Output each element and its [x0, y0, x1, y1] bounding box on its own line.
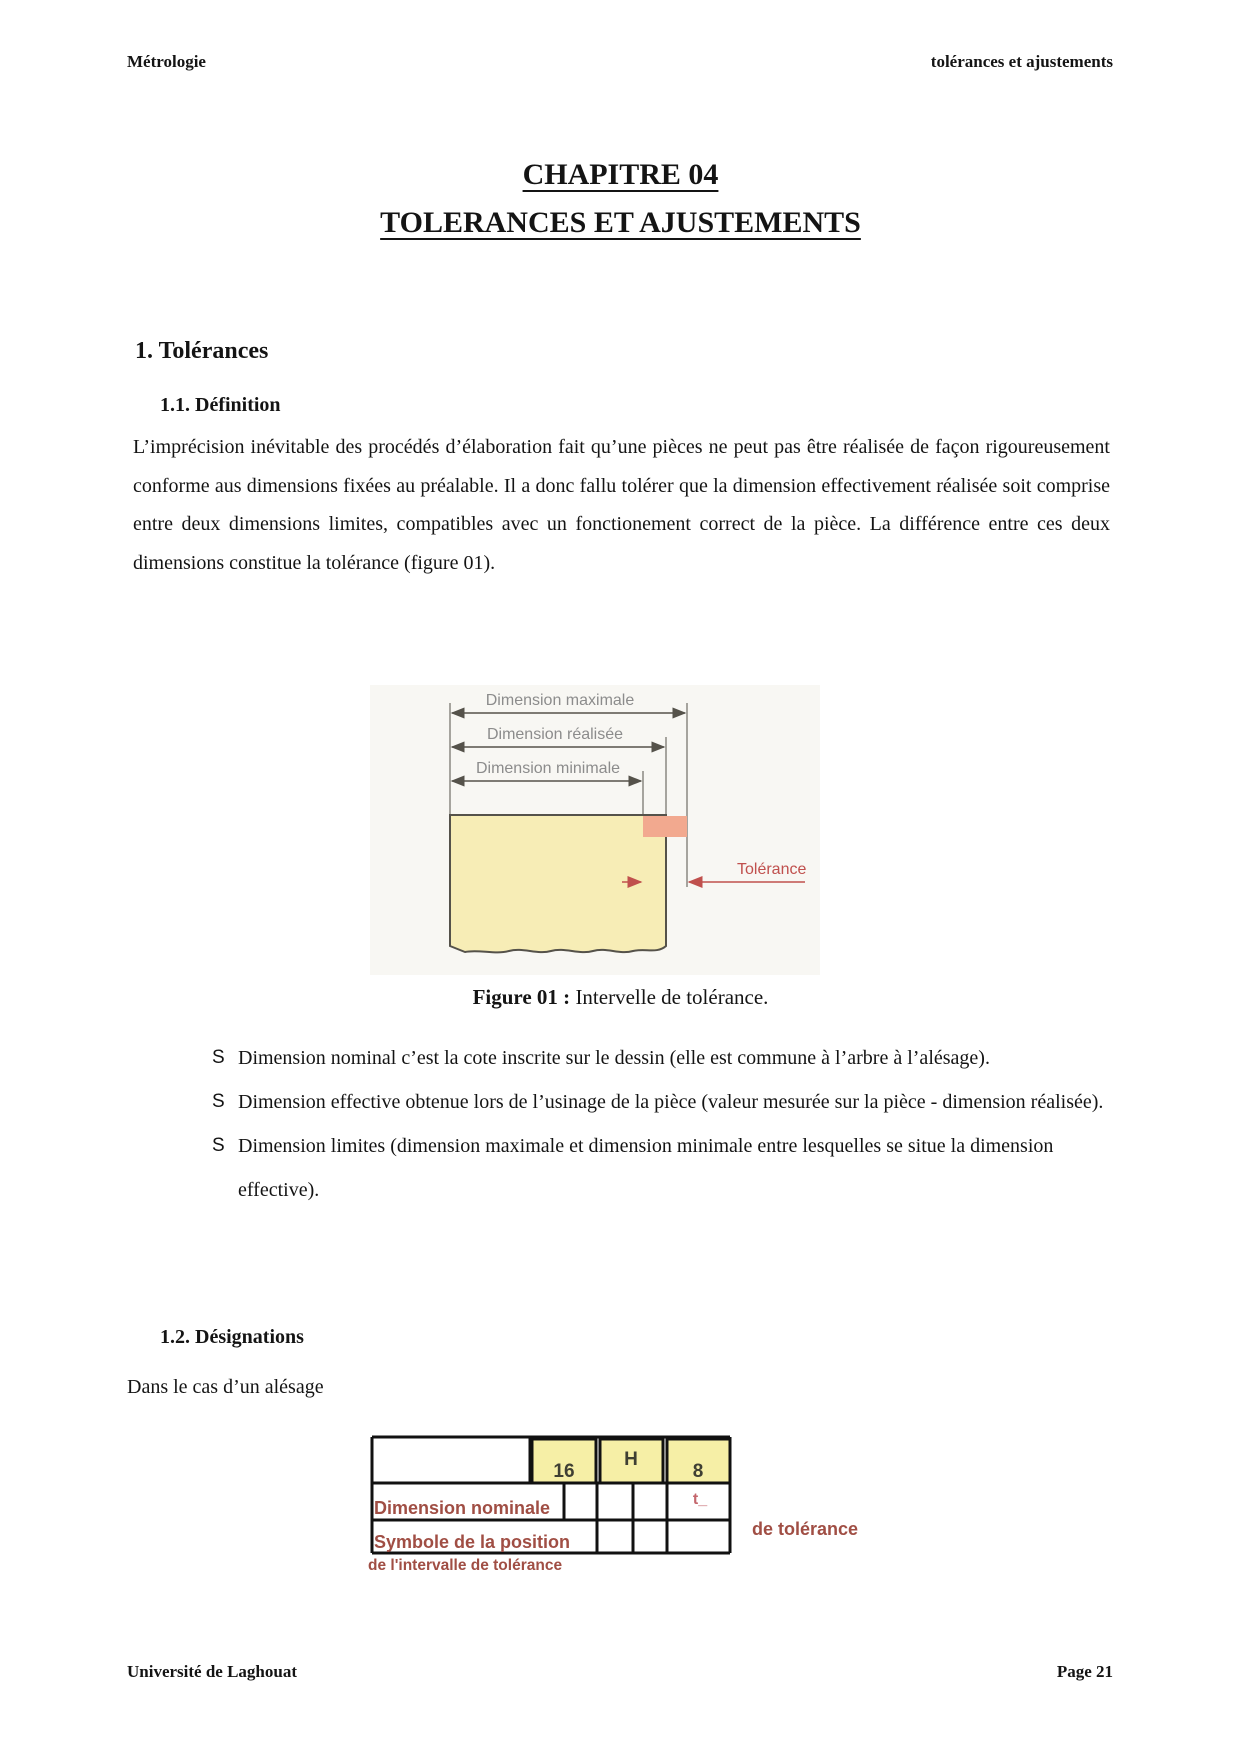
dimension-nominale-label: Dimension nominale: [374, 1498, 551, 1518]
figure-01-diagram: [370, 685, 820, 975]
header-left-text: Métrologie: [127, 52, 206, 71]
t-fragment-label: t_: [692, 1491, 708, 1508]
list-item: [212, 1124, 1112, 1212]
list-item: [212, 1080, 1112, 1124]
section-1-1-heading: 1.1. Définition: [160, 394, 281, 416]
dimension-minimale-label: Dimension minimale: [475, 760, 621, 777]
section-1-heading: 1. Tolérances: [135, 338, 269, 364]
page-footer: [127, 1662, 1113, 1682]
alesage-designation-figure: [360, 1430, 920, 1580]
figure-caption-text: Intervelle de tolérance.: [570, 985, 769, 1009]
chapter-name-title: [0, 206, 1241, 240]
chapter-number-title: [0, 158, 1241, 192]
dimension-realisee-label: Dimension réalisée: [486, 726, 624, 743]
cell-value-8: 8: [692, 1461, 704, 1482]
footer-right-text: Page 21: [1056, 1662, 1113, 1681]
bullet-marker: S: [212, 1091, 225, 1112]
cell-value-H: H: [624, 1449, 638, 1470]
definition-paragraph: L’imprécision inévitable des procédés d’élaboration fait qu’une pièces ne peut pas être réalisée de façon rigoureusement conforme aus dimensions fixées au préalable. Il a donc fallu tolérer que la dimension effectivement réalisée soit comprise entre deux dimensions limites, compatibles avec un fonctionement correct de la pièce. La différence entre ces deux dimensions constitue la tolérance (figure 01).: [133, 436, 1110, 574]
designation-diagram: [360, 1430, 920, 1580]
definition-bullet-list: [212, 1036, 1112, 1212]
bullet-marker: S: [212, 1047, 225, 1068]
bullet-marker: S: [212, 1135, 225, 1156]
symbole-position-label: Symbole de la position: [374, 1532, 571, 1552]
chapter-name-text: TOLERANCES ET AJUSTEMENTS: [380, 206, 861, 239]
bullet-text-nominal: Dimension nominal c’est la cote inscrite sur le dessin (elle est commune à l’arbre à l’alésage).: [238, 1047, 990, 1069]
tolerance-interval-figure: [370, 685, 820, 975]
tolerance-label: Tolérance: [737, 861, 807, 878]
bullet-text-limites: Dimension limites (dimension maximale et dimension minimale entre lesquelles se situe la dimension effective).: [238, 1135, 1054, 1201]
list-item: [212, 1036, 1112, 1080]
designation-intro-text: Dans le cas d’un alésage: [127, 1376, 324, 1398]
page-header: [127, 52, 1113, 72]
bullet-text-effective: Dimension effective obtenue lors de l’usinage de la pièce (valeur mesurée sur la pièce - dimension réalisée).: [238, 1091, 1104, 1113]
cell-value-16: 16: [553, 1461, 575, 1482]
tolerance-zone: [643, 816, 687, 837]
header-right-text: tolérances et ajustements: [930, 52, 1113, 71]
footer-left-text: Université de Laghouat: [127, 1662, 297, 1681]
figure-01-caption: [0, 985, 1241, 1010]
section-1-2-heading: 1.2. Désignations: [160, 1326, 304, 1348]
piece-shape: [450, 815, 666, 952]
dimension-maximale-label: Dimension maximale: [485, 692, 635, 709]
intervalle-tolerance-label: de l'intervalle de tolérance: [368, 1557, 563, 1574]
chapter-number-text: CHAPITRE 04: [522, 158, 719, 191]
figure-caption-number: Figure 01 :: [472, 985, 571, 1009]
de-tolerance-label: de tolérance: [752, 1519, 859, 1539]
